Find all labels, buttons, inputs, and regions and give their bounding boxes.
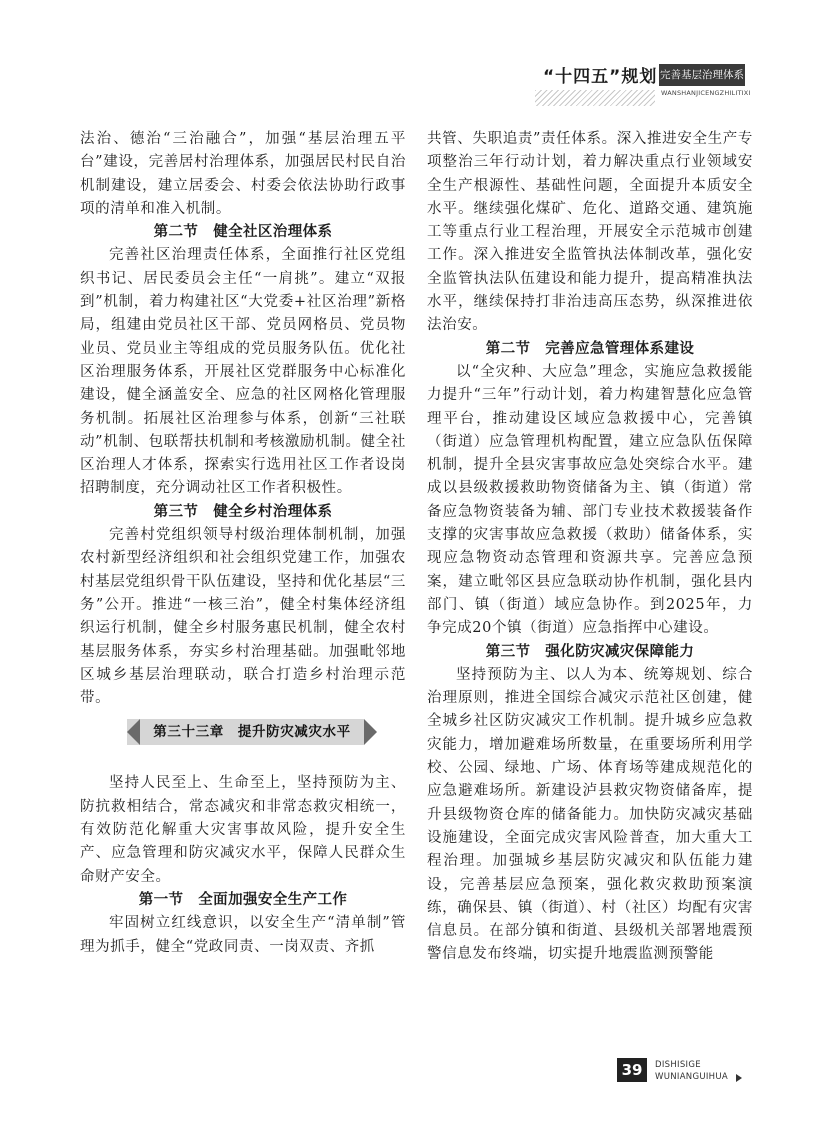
paragraph: 完善村党组织领导村级治理体制机制，加强农村新型经济组织和社会组织党建工作，加强农村基层党组织骨干队伍建设，坚持和优化基层“三务”公开。推进“一核三治”，健全村集体经济组织运行机制，健全乡村服务惠民机制，健全农村基层服务体系，夯实乡村治理基础。加强毗邻地区城乡基层治理联动，联合打造乡村治理示范带。 — [80, 527, 406, 707]
chapter-banner — [80, 716, 406, 750]
left-column — [80, 128, 406, 959]
header-stripes — [535, 90, 655, 106]
chapter-arrow-right-icon — [364, 719, 377, 745]
chapter-arrow-left-icon — [127, 719, 140, 745]
magazine-name-line2: WUNIANGUIHUA — [655, 1072, 729, 1082]
section-heading: 第三节 健全乡村治理体系 — [153, 503, 333, 520]
section-heading: 第一节 全面加强安全生产工作 — [138, 891, 348, 908]
paragraph: 完善社区治理责任体系，全面推行社区党组织书记、居民委员会主任“一肩挑”。建立“双报到”机制，着力构建社区“大党委+社区治理”新格局，组建由党员社区干部、党员网格员、党员物业员、党员业主等组成的党员服务队伍。优化社区治理服务体系，开展社区党群服务中心标准化建设，健全涵盖安全、应急的社区网格化管理服务机制。拓展社区治理参与体系，创新“三社联动”机制、包联帮扶机制和考核激励机制。健全社区治理人才体系，探索实行选用社区工作者设岗招聘制度，充分调动社区工作者积极性。 — [80, 247, 406, 497]
paragraph: 以“全灾种、大应急”理念，实施应急救援能力提升“三年”行动计划，着力构建智慧化应急管理平台，推动建设区域应急救援中心，完善镇（街道）应急管理机构配置，建立应急队伍保障机制，提升全县灾害事故应急处突综合水平。建成以县级救援救助物资储备为主、镇（街道）常备应急物资装备为辅、部门专业技术救援装备作支撑的灾害事故应急救援（救助）储备体系，实现应急物资动态管理和资源共享。完善应急预案，建立毗邻区县应急联动协作机制，强化县内部门、镇（街道）域应急协作。到2025年，力争完成20个镇（街道）应急指挥中心建设。 — [427, 363, 753, 637]
section-heading: 第二节 完善应急管理体系建设 — [485, 340, 695, 357]
section-heading: 第二节 健全社区治理体系 — [153, 224, 333, 241]
paragraph: 牢固树立红线意识，以安全生产“清单制”管理为抓手，健全“党政同责、一岗双责、齐抓 — [80, 915, 406, 955]
page-number: 39 — [617, 1058, 647, 1082]
header-title: “十四五”规划 — [543, 67, 658, 87]
footer-arrow-icon — [736, 1074, 742, 1082]
paragraph: 坚持人民至上、生命至上，坚持预防为主、防抗救相结合，常态减灾和非常态救灾相统一，有效防范化解重大灾害事故风险，提升安全生产、应急管理和防灾减灾水平，保障人民群众生命财产安全。 — [80, 775, 406, 885]
paragraph: 坚持预防为主、以人为本、统筹规划、综合治理原则，推进全国综合减灾示范社区创建，健全城乡社区防灾减灾工作机制。提升城乡应急救灾能力，增加避难场所数量，在重要场所利用学校、公园、绿地、广场、体育场等建成规范化的应急避难场所。新建设泸县救灾物资储备库，提升县级物资仓库的储备能力。加快防灾减灾基础设施建设，全面完成灾害风险普查，加大重大工程治理。加强城乡基层防灾减灾和队伍能力建设，完善基层应急预案，强化救灾救助预案演练，确保县、镇（街道）、村（社区）均配有灾害信息员。在部分镇和街道、县级机关部署地震预警信息发布终端，切实提升地震监测预警能 — [427, 666, 753, 963]
paragraph: 法治、德治“三治融合”，加强“基层治理五平台”建设，完善居村治理体系，加强居民村民自治机制建设，建立居委会、村委会依法协助行政事项的清单和准入机制。 — [80, 131, 406, 217]
header-tag: 完善基层治理体系 — [659, 64, 745, 86]
right-column — [427, 128, 753, 967]
magazine-name-line1: DISHISIGE — [655, 1060, 701, 1070]
section-heading: 第三节 强化防灾减灾保障能力 — [485, 643, 695, 660]
chapter-title: 第三十三章 提升防灾减灾水平 — [153, 724, 351, 741]
header-subtitle: WANSHANJICENGZHILITIXI — [661, 89, 751, 97]
paragraph: 共管、失职追责”责任体系。深入推进安全生产专项整治三年行动计划，着力解决重点行业领域安全生产根源性、基础性问题，全面提升本质安全水平。继续强化煤矿、危化、道路交通、建筑施工等重点行业工程治理，开展安全示范城市创建工作。深入推进安全监管执法体制改革，强化安全监管执法队伍建设和能力提升，提高精准执法水平，继续保持打非治违高压态势，纵深推进依法治安。 — [427, 131, 753, 334]
